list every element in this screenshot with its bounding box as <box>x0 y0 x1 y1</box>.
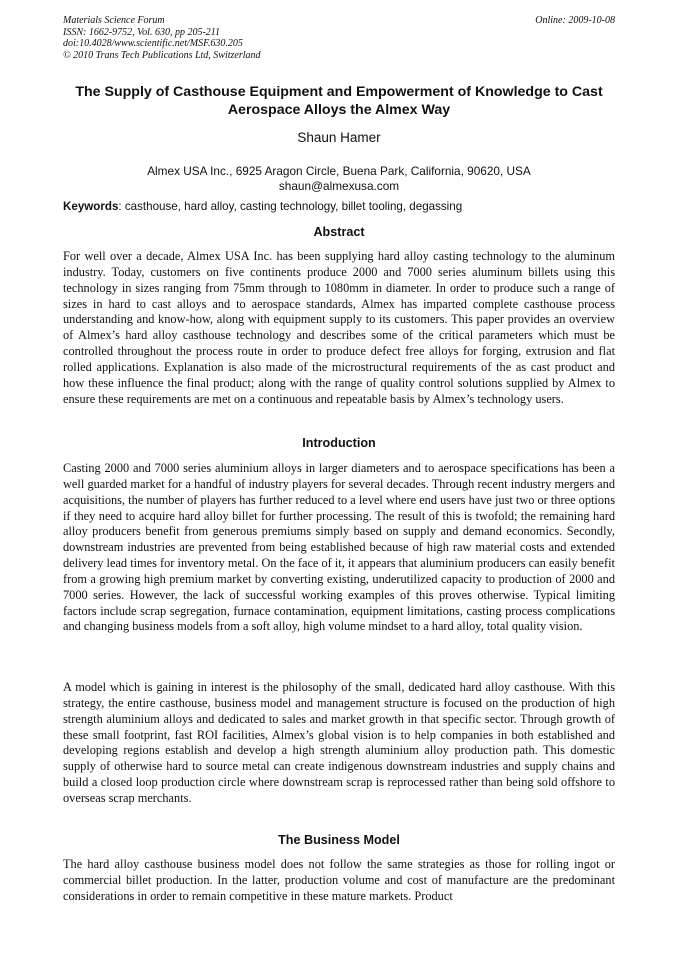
author-affiliation <box>40 164 638 193</box>
copyright-line: © 2010 Trans Tech Publications Ltd, Switzerland <box>63 49 261 61</box>
introduction-paragraph-1: Casting 2000 and 7000 series aluminium alloys in larger diameters and to aerospace specifications has been a well guarded market for a handful of industry players for several decades. Through recent industry mergers and acquisitions, the number of players has further reduced to a level where end users have just two or three options if they need to acquire hard alloy billet for further processing. The result of this is twofold; the remaining hard alloy producers benefit from generous premiums simply based on supply and demand economics. Secondly, downstream industries are prevented from being established because of high raw material costs and extended delivery lead times for inventory metal. On the face of it, it appears that aluminium producers can easily benefit from a growing high premium market by converting existing, underutilized capacity to production of 2000 and 7000 series. However, the lack of successful working examples of this proves otherwise. Typical limiting factors include scrap segregation, furnace contamination, equipment limitations, casting process complications and changing business models from a soft alloy, high volume mindset to a hard alloy, total quality vision. <box>63 461 615 634</box>
doi-line: doi:10.4028/www.scientific.net/MSF.630.205 <box>63 38 243 49</box>
keywords-list: : casthouse, hard alloy, casting technology, billet tooling, degassing <box>118 200 463 213</box>
author-name: Shaun Hamer <box>297 130 381 145</box>
journal-header <box>63 15 615 61</box>
author-email: shaun@almexusa.com <box>278 178 400 193</box>
journal-name: Materials Science Forum <box>63 15 165 26</box>
abstract-paragraph: For well over a decade, Almex USA Inc. has been supplying hard alloy casting technology to the aluminum industry. Today, customers on five continents produce 2000 and 7000 series aluminum billets using this technology in sizes ranging from 75mm through to 1080mm in diameter. In order to produce such a range of sizes in hard to cast alloys and to aerospace standards, Almex has imparted complete casthouse process understanding and know-how, along with equipment supply to its customers. This paper provides an overview of Almex’s hard alloy casthouse technology and describes some of the critical parameters which must be controlled throughout the process route in order to produce defect free alloys for forging, extrusion and flat rolled applications. Explanation is also made of the microstructural requirements of the as cast product and how these influence the final product; along with the range of quality control solutions supplied by Almex to ensure these requirements are met on a continuous and repeatable basis by Almex’s technology users. <box>63 249 615 406</box>
online-date: Online: 2009-10-08 <box>535 15 615 26</box>
business-model-paragraph-1: The hard alloy casthouse business model does not follow the same strategies as those for rolling ingot or commercial billet production. In the latter, production volume and cost of manufacture are the predominant considerations in order to remain competitive in these mature markets. Product <box>63 857 615 903</box>
business-model-heading: The Business Model <box>278 833 400 847</box>
paper-title: The Supply of Casthouse Equipment and Empowerment of Knowledge to Cast Aerospace Alloys the Almex Way <box>75 84 603 118</box>
introduction-heading: Introduction <box>302 436 376 450</box>
affiliation-address: Almex USA Inc., 6925 Aragon Circle, Buena Park, California, 90620, USA <box>147 164 531 178</box>
issn-line: ISSN: 1662-9752, Vol. 630, pp 205-211 <box>63 26 221 38</box>
keywords-label: Keywords <box>63 200 119 213</box>
abstract-heading: Abstract <box>313 225 365 239</box>
introduction-paragraph-2: A model which is gaining in interest is the philosophy of the small, dedicated hard alloy casthouse. With this strategy, the entire casthouse, business model and management structure is focused on the production of high strength aluminium alloys and dedicated to sales and market growth in that specific sector. Through growth of these small footprint, fast ROI facilities, Almex’s global vision is to help companies in both established and developing regions establish and develop a high strength aluminium alloy production path. This domestic supply of otherwise hard to source metal can create indigenous downstream industries and supply chains and build a closed loop production circle where downstream scrap is reprocessed rather than being sold offshore to overseas scrap merchants. <box>63 680 615 805</box>
keywords <box>63 200 615 214</box>
